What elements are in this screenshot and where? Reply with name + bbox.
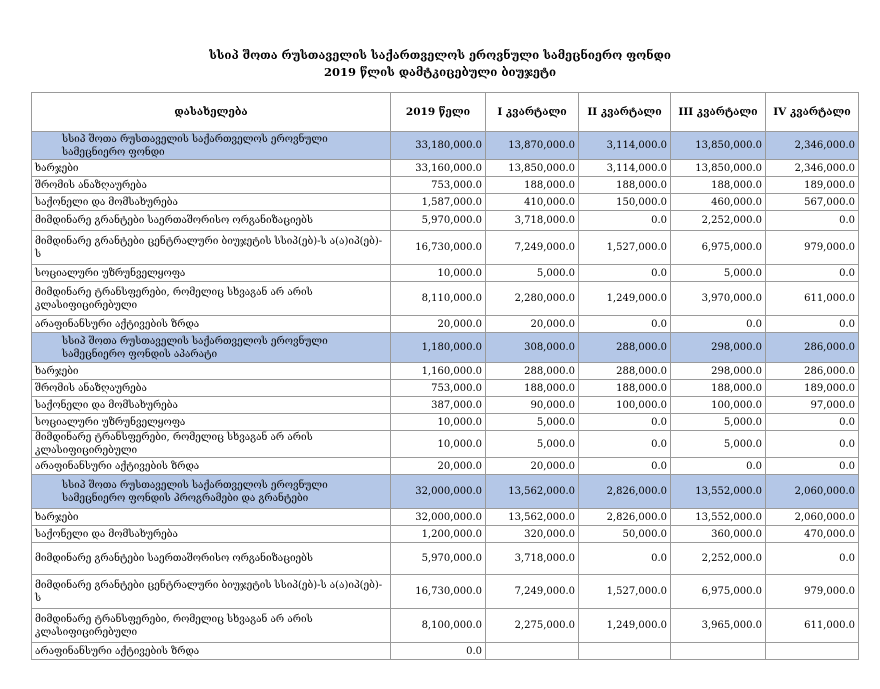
table-row <box>32 431 859 458</box>
table-row <box>32 194 859 211</box>
header-name: დასახელება <box>32 93 391 132</box>
cell-q3: 298,000.0 <box>671 333 766 363</box>
cell-q3: 2,252,000.0 <box>671 211 766 231</box>
table-row <box>32 397 859 414</box>
cell-year: 5,970,000.0 <box>391 211 486 231</box>
cell-q1: 5,000.0 <box>486 265 579 282</box>
row-label: სსიპ შოთა რუსთაველის საქართველოს ეროვნული სამეცნიერო ფონდი <box>32 132 391 160</box>
table-row <box>32 380 859 397</box>
table-row <box>32 160 859 177</box>
cell-q1: 3,718,000.0 <box>486 211 579 231</box>
row-label: სოციალური უზრუნველყოფა <box>32 414 391 431</box>
row-label: სსიპ შოთა რუსთაველის საქართველოს ეროვნული სამეცნიერო ფონდის აპარატი <box>32 333 391 363</box>
cell-q4: 979,000.0 <box>766 575 859 609</box>
cell-q1: 308,000.0 <box>486 333 579 363</box>
cell-q1: 90,000.0 <box>486 397 579 414</box>
cell-year: 1,160,000.0 <box>391 363 486 380</box>
header-q4: IV კვარტალი <box>766 93 859 132</box>
cell-q4: 0.0 <box>766 458 859 475</box>
cell-q3: 2,252,000.0 <box>671 543 766 575</box>
table-row <box>32 609 859 643</box>
table-row <box>32 575 859 609</box>
document-title: სსიპ შოთა რუსთაველის საქართველოს ეროვნული სამეცნიერო ფონდი <box>209 48 671 62</box>
row-label: სოციალური უზრუნველყოფა <box>32 265 391 282</box>
row-label: საქონელი და მომსახურება <box>32 194 391 211</box>
cell-q2: 0.0 <box>579 458 671 475</box>
cell-q2: 0.0 <box>579 543 671 575</box>
cell-q4: 0.0 <box>766 316 859 333</box>
cell-year: 32,000,000.0 <box>391 475 486 509</box>
cell-q1: 288,000.0 <box>486 363 579 380</box>
cell-q1: 5,000.0 <box>486 414 579 431</box>
cell-q4: 470,000.0 <box>766 526 859 543</box>
row-label: მიმდინარე ტრანსფერები, რომელიც სხვაგან არ არის კლასიფიცირებული <box>32 609 391 643</box>
row-label: მიმდინარე გრანტები ცენტრალური ბიუჯეტის სსიპ(ებ)-ს ა(ა)იპ(ებ)-ს <box>32 575 391 609</box>
cell-q1: 13,562,000.0 <box>486 475 579 509</box>
cell-q3: 13,552,000.0 <box>671 509 766 526</box>
cell-q2: 0.0 <box>579 316 671 333</box>
row-label: შრომის ანაზღაურება <box>32 177 391 194</box>
cell-q1: 188,000.0 <box>486 177 579 194</box>
cell-q1: 13,562,000.0 <box>486 509 579 526</box>
cell-year: 10,000.0 <box>391 265 486 282</box>
row-label: მიმდინარე გრანტები საერთაშორისო ორგანიზაციებს <box>32 211 391 231</box>
table-row <box>32 526 859 543</box>
cell-q1: 20,000.0 <box>486 316 579 333</box>
row-label: მიმდინარე გრანტები ცენტრალური ბიუჯეტის სსიპ(ებ)-ს ა(ა)იპ(ებ)-ს <box>32 231 391 265</box>
cell-q4: 97,000.0 <box>766 397 859 414</box>
cell-year: 8,100,000.0 <box>391 609 486 643</box>
cell-year: 20,000.0 <box>391 316 486 333</box>
cell-q2: 1,249,000.0 <box>579 282 671 316</box>
cell-q4: 611,000.0 <box>766 282 859 316</box>
cell-q2: 100,000.0 <box>579 397 671 414</box>
cell-q4: 0.0 <box>766 265 859 282</box>
cell-year: 8,110,000.0 <box>391 282 486 316</box>
row-label: მიმდინარე ტრანსფერები, რომელიც სხვაგან არ არის კლასიფიცირებული <box>32 282 391 316</box>
table-row <box>32 177 859 194</box>
cell-q2: 3,114,000.0 <box>579 132 671 160</box>
cell-year: 1,200,000.0 <box>391 526 486 543</box>
cell-q2: 288,000.0 <box>579 363 671 380</box>
cell-year: 16,730,000.0 <box>391 231 486 265</box>
cell-q2: 3,114,000.0 <box>579 160 671 177</box>
cell-q1: 3,718,000.0 <box>486 543 579 575</box>
cell-q3: 0.0 <box>671 458 766 475</box>
cell-q1: 2,275,000.0 <box>486 609 579 643</box>
cell-q3: 360,000.0 <box>671 526 766 543</box>
cell-q4: 611,000.0 <box>766 609 859 643</box>
cell-q2: 2,826,000.0 <box>579 475 671 509</box>
cell-q4: 2,060,000.0 <box>766 509 859 526</box>
cell-q4: 0.0 <box>766 543 859 575</box>
cell-q3: 5,000.0 <box>671 431 766 458</box>
table-row <box>32 316 859 333</box>
document-subtitle: 2019 წლის დამტკიცებული ბიუჯეტი <box>323 65 557 79</box>
cell-q3: 13,850,000.0 <box>671 132 766 160</box>
cell-q2: 1,527,000.0 <box>579 231 671 265</box>
row-label: ხარჯები <box>32 509 391 526</box>
cell-q4: 286,000.0 <box>766 333 859 363</box>
cell-q2: 0.0 <box>579 265 671 282</box>
cell-q4: 286,000.0 <box>766 363 859 380</box>
cell-q3: 5,000.0 <box>671 414 766 431</box>
cell-q2: 2,826,000.0 <box>579 509 671 526</box>
cell-q1: 13,870,000.0 <box>486 132 579 160</box>
cell-q4: 0.0 <box>766 211 859 231</box>
row-label: მიმდინარე გრანტები საერთაშორისო ორგანიზაციებს <box>32 543 391 575</box>
cell-q1 <box>486 643 579 660</box>
cell-q1: 20,000.0 <box>486 458 579 475</box>
cell-q2: 0.0 <box>579 431 671 458</box>
cell-q2: 50,000.0 <box>579 526 671 543</box>
cell-year: 5,970,000.0 <box>391 543 486 575</box>
cell-q4: 189,000.0 <box>766 380 859 397</box>
table-row <box>32 265 859 282</box>
cell-q3: 5,000.0 <box>671 265 766 282</box>
row-label: სსიპ შოთა რუსთაველის საქართველოს ეროვნული სამეცნიერო ფონდის პროგრამები და გრანტები <box>32 475 391 509</box>
table-row <box>32 363 859 380</box>
row-label: ხარჯები <box>32 160 391 177</box>
cell-q3: 0.0 <box>671 316 766 333</box>
cell-q2: 1,249,000.0 <box>579 609 671 643</box>
row-label: ხარჯები <box>32 363 391 380</box>
header-q3: III კვარტალი <box>671 93 766 132</box>
cell-q3: 6,975,000.0 <box>671 575 766 609</box>
cell-q2: 150,000.0 <box>579 194 671 211</box>
cell-q4: 0.0 <box>766 414 859 431</box>
cell-q3: 298,000.0 <box>671 363 766 380</box>
cell-q4: 2,060,000.0 <box>766 475 859 509</box>
cell-year: 753,000.0 <box>391 177 486 194</box>
header-q2: II კვარტალი <box>579 93 671 132</box>
cell-year: 20,000.0 <box>391 458 486 475</box>
cell-q3: 100,000.0 <box>671 397 766 414</box>
cell-year: 1,180,000.0 <box>391 333 486 363</box>
cell-q3: 3,970,000.0 <box>671 282 766 316</box>
row-label: მიმდინარე ტრანსფერები, რომელიც სხვაგან არ არის კლასიფიცირებული <box>32 431 391 458</box>
table-row <box>32 543 859 575</box>
cell-q2: 288,000.0 <box>579 333 671 363</box>
cell-q1: 2,280,000.0 <box>486 282 579 316</box>
row-label: არაფინანსური აქტივების ზრდა <box>32 316 391 333</box>
cell-q2 <box>579 643 671 660</box>
section-row <box>32 475 859 509</box>
header-q1: I კვარტალი <box>486 93 579 132</box>
cell-q3: 3,965,000.0 <box>671 609 766 643</box>
row-label: არაფინანსური აქტივების ზრდა <box>32 458 391 475</box>
cell-year: 16,730,000.0 <box>391 575 486 609</box>
table-row <box>32 458 859 475</box>
cell-q1: 410,000.0 <box>486 194 579 211</box>
table-header-row <box>32 93 859 132</box>
cell-q3: 188,000.0 <box>671 177 766 194</box>
cell-q2: 1,527,000.0 <box>579 575 671 609</box>
cell-year: 10,000.0 <box>391 431 486 458</box>
header-year: 2019 წელი <box>391 93 486 132</box>
cell-q3: 13,552,000.0 <box>671 475 766 509</box>
cell-q2: 0.0 <box>579 414 671 431</box>
cell-q3: 188,000.0 <box>671 380 766 397</box>
table-row <box>32 509 859 526</box>
cell-q1: 5,000.0 <box>486 431 579 458</box>
cell-q3: 460,000.0 <box>671 194 766 211</box>
cell-q4: 0.0 <box>766 431 859 458</box>
row-label: არაფინანსური აქტივების ზრდა <box>32 643 391 660</box>
cell-q4: 2,346,000.0 <box>766 132 859 160</box>
cell-q1: 7,249,000.0 <box>486 231 579 265</box>
table-row <box>32 282 859 316</box>
cell-q4: 567,000.0 <box>766 194 859 211</box>
cell-q4: 979,000.0 <box>766 231 859 265</box>
cell-q2: 188,000.0 <box>579 177 671 194</box>
cell-year: 753,000.0 <box>391 380 486 397</box>
row-label: შრომის ანაზღაურება <box>32 380 391 397</box>
cell-q2: 188,000.0 <box>579 380 671 397</box>
cell-year: 0.0 <box>391 643 486 660</box>
section-row <box>32 132 859 160</box>
table-row <box>32 643 859 660</box>
cell-year: 10,000.0 <box>391 414 486 431</box>
cell-year: 33,160,000.0 <box>391 160 486 177</box>
cell-year: 33,180,000.0 <box>391 132 486 160</box>
budget-table <box>31 92 859 660</box>
table-row <box>32 231 859 265</box>
cell-q3: 13,850,000.0 <box>671 160 766 177</box>
cell-q3: 6,975,000.0 <box>671 231 766 265</box>
cell-q3 <box>671 643 766 660</box>
cell-q1: 7,249,000.0 <box>486 575 579 609</box>
cell-q1: 320,000.0 <box>486 526 579 543</box>
cell-q1: 13,850,000.0 <box>486 160 579 177</box>
cell-q2: 0.0 <box>579 211 671 231</box>
table-row <box>32 414 859 431</box>
cell-year: 1,587,000.0 <box>391 194 486 211</box>
cell-q4 <box>766 643 859 660</box>
section-row <box>32 333 859 363</box>
row-label: საქონელი და მომსახურება <box>32 397 391 414</box>
cell-q4: 2,346,000.0 <box>766 160 859 177</box>
cell-q4: 189,000.0 <box>766 177 859 194</box>
table-row <box>32 211 859 231</box>
cell-q1: 188,000.0 <box>486 380 579 397</box>
cell-year: 32,000,000.0 <box>391 509 486 526</box>
cell-year: 387,000.0 <box>391 397 486 414</box>
row-label: საქონელი და მომსახურება <box>32 526 391 543</box>
